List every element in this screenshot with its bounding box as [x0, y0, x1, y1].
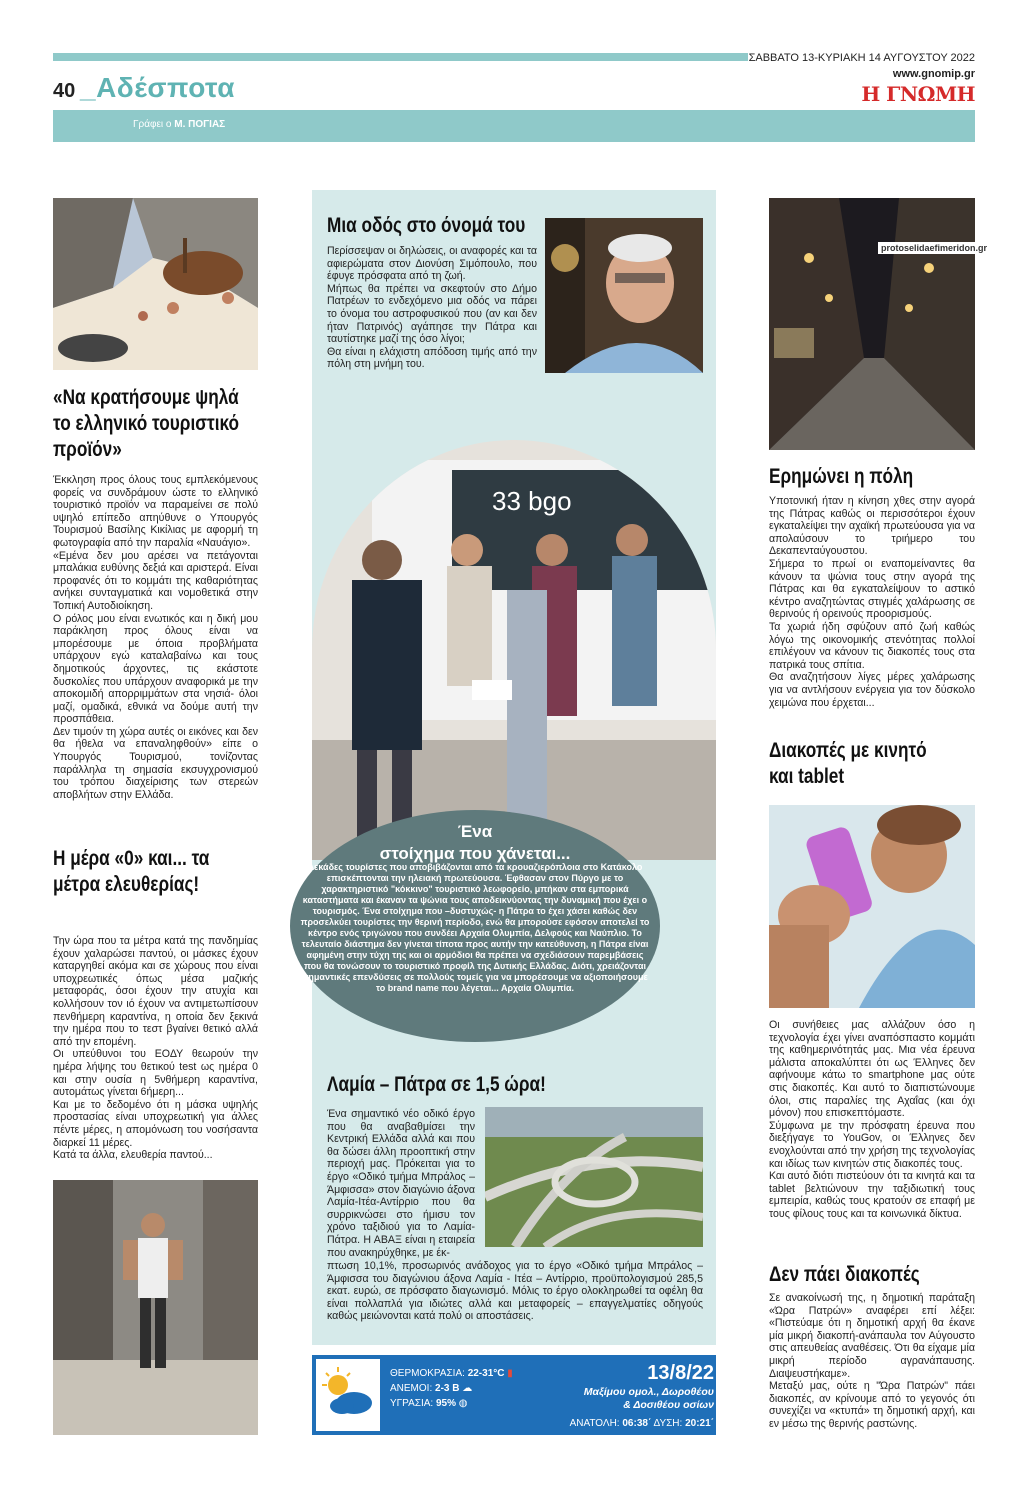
- tourists-bus-photo: [312, 440, 716, 860]
- cloud-icon: ☁: [462, 1383, 473, 1394]
- sunrise-label: ΑΝΑΤΟΛΗ:: [569, 1418, 620, 1429]
- sun-times: [570, 1418, 714, 1429]
- sunrise-value: 06:38΄: [622, 1418, 652, 1429]
- highway-interchange-photo: [485, 1107, 703, 1247]
- weather-details: [390, 1366, 513, 1411]
- wind-row: [390, 1381, 513, 1396]
- wind-label: ΑΝΕΜΟΙ:: [390, 1383, 433, 1394]
- sun-cloud-icon: [316, 1359, 380, 1431]
- author-name: Μ. ΠΟΓΙΑΣ: [174, 119, 226, 130]
- saints-of-day: [584, 1386, 714, 1412]
- oval-title-line1: Ένα: [457, 822, 493, 841]
- humidity-icon: ◍: [458, 1398, 468, 1409]
- site-url[interactable]: www.gnomip.gr: [892, 68, 975, 80]
- empty-street-night-photo: [769, 198, 975, 450]
- author-bar: [53, 110, 975, 142]
- section-title: _Αδέσποτα: [80, 72, 235, 103]
- wind-value: 2-3 Β: [435, 1383, 460, 1394]
- saints-line2: & Δοσιθέου οσίων: [623, 1399, 714, 1411]
- right-article1-title: Ερημώνει η πόλη: [769, 465, 914, 488]
- left-article2-title: Η μέρα «0» και... τα μέτρα ελευθερίας!: [53, 847, 210, 896]
- oval-title-line2: στοίχημα που χάνεται...: [379, 844, 571, 863]
- humidity-row: [390, 1396, 513, 1411]
- right-article2-title: Διακοπές με κινητό και tablet: [769, 739, 927, 788]
- left-article1-body: Έκκληση προς όλους τους εμπλεκόμενους φορείς να συνδράμουν ώστε το ελληνικό τουριστικό προϊόν να παραμείνει σε πολύ υψηλό επίπεδο απηύθυνε ο Υπουργός Τουρισμού Βασίλης Κικίλιας με αφορμή τη φωτογραφία από την παραλία «Ναυάγιο». «Εμένα δεν μου αρέσει να πετάγονται μπαλάκια ευθύνης δεξιά και αριστερά. Είναι προφανές ότι το κομμάτι της καθαριότητας ανήκει συνταγματικά και νομοθετικά στην Τοπική Αυτοδιοίκηση. Ο ρόλος μου είναι ενωτικός και η δική μου παράκληση προς όλους είναι να μπορέσουμε με όποια προβλήματα υπάρχουν εγώ καταλαβαίνω και τους δημοτικούς άρχοντες, τις εκάστοτε δυσκολίες που υπάρχουν αναφορικά με την αποκομιδή απορριμμάτων στα νησιά- όλοι μαζί, ομαδικά, εθνικά να δούμε αυτή την προσπάθεια. Δεν τιμούν τη χώρα αυτές οι εικόνες και δεν θα ήθελα να επαναληφθούν» είπε ο Υπουργός Τουρισμού, τονίζοντας παράλληλα τη σημασία εκσυγχρονισμού του τρόπου διαχείρισης των στερεών αποβλήτων στην Ελλάδα.: [53, 474, 258, 801]
- temperature-row: [390, 1366, 513, 1381]
- center-article1-body: Περίσσεψαν οι δηλώσεις, οι αναφορές και τα αφιερώματα στον Διονύση Σιμόπουλο, που έφυγε πρόσφατα από τη ζωή. Μήπως θα πρέπει να σκεφτούν στο Δήμο Πατρέων το ενδεχόμενο μια οδός να πάρει το όνομα του αστροφυσικού που (αν και δεν ήταν Πατρινός) αγάπησε την Πάτρα και ταυτίστηκε μαζί της όσο λίγοι; Θα είναι η ελάχιστη απόδοση τιμής από την πόλη στη μνήμη του.: [327, 245, 537, 371]
- weather-icon-panel: [316, 1359, 380, 1431]
- issue-date: ΣΑΒΒΑΤΟ 13-ΚΥΡΙΑΚΗ 14 ΑΥΓΟΥΣΤΟΥ 2022: [748, 52, 975, 64]
- saints-line1: Μαξίμου ομολ., Δωροθέου: [583, 1386, 714, 1398]
- right-article3-title: Δεν πάει διακοπές: [769, 1263, 920, 1286]
- svg-text:33 bgo: 33 bgo: [492, 486, 572, 516]
- shipwreck-beach-photo: [53, 198, 258, 370]
- humidity-label: ΥΓΡΑΣΙΑ:: [390, 1398, 434, 1409]
- center-article2-body-wrap: Ένα σημαντικό νέο οδικό έργο που θα αναβαθμίσει την Κεντρική Ελλάδα αλλά και που θα δώσει άλλη προοπτική στην περιοχή μας. Πρόκειται για το έργο «Οδικό τμήμα Μπράλος –Άμφισσα» στον διαγώνιο άξονα Λαμία-Ιτέα-Αντίρριο που θα συρρικνώσει στο ήμισυ τον χρόνο ταξιδιού για το Λαμία-Πάτρα. Η ΑΒΑΞ είναι η εταιρεία που ανακηρύχθηκε, με έκ-: [327, 1108, 475, 1259]
- left-article2-body: Την ώρα που τα μέτρα κατά της πανδημίας έχουν χαλαρώσει παντού, οι μάσκες έχουν καταργηθεί ακόμα και σε χώρους που είναι υποχρεωτικές όπως μέσα μαζικής μεταφοράς, όσοι έχουν την ατυχία και κολλήσουν τον ιό έχουν να αντιμετωπίσουν πενθήμερη καραντίνα, η οποία δεν ξεκινά την ημέρα που το τεστ βγαίνει θετικό αλλά από την επομένη. Οι υπεύθυνοι του ΕΟΔΥ θεωρούν την ημέρα λήψης του θετικού test ως ημέρα 0 και στην ουσία η 5νθήμερη καραντίνα, αυτομάτως γίνεται 6ήμερη... Και με το δεδομένο ότι η μάσκα υψηλής προστασίας είναι υποχρεωτική για άλλες πέντε μέρες, η απομόνωση του νοσήσαντα διαρκεί 11 μέρες. Κατά τα άλλα, ελευθερία παντού...: [53, 935, 258, 1162]
- author-prefix: Γράφει ο: [133, 119, 172, 130]
- page-number: 40: [53, 80, 76, 102]
- center-article2-title: Λαμία – Πάτρα σε 1,5 ώρα!: [327, 1073, 546, 1096]
- selfie-phone-photo: [769, 805, 975, 1008]
- street-walker-photo: [53, 1180, 258, 1435]
- temperature-value: 22-31°C: [467, 1368, 505, 1379]
- right-article2-body: Οι συνήθειες μας αλλάζουν όσο η τεχνολογία έχει γίνει αναπόσπαστο κομμάτι της καθημερινότητάς μας. Μια νέα έρευνα μάλιστα αποκαλύπτει ότι ως Έλληνες δεν αφήνουμε κάτω το smartphone μας ούτε στις διακοπές. Και αυτό το διαπιστώνουμε όλοι, στις παραλίες της Αχαΐας (και όχι μόνον) που επισκεπτόμαστε. Σύμφωνα με την πρόσφατη έρευνα που διεξήγαγε το YouGov, οι Έλληνες δεν ενοχλούνται από την χρήση της τεχνολογίας και ιδίως των κινητών στις διακοπές τους. Και αυτό διότι πιστεύουν ότι τα κινητά και τα tablet βελτιώνουν την ταξιδιωτική τους εμπειρία, καθώς τους κρατούν σε επαφή με τους φίλους τους και τα κοινωνικά δίκτυα.: [769, 1019, 975, 1220]
- watermark-label: protoselidaefimeridon.gr: [878, 242, 990, 254]
- portrait-photo: [545, 218, 703, 373]
- sunset-value: 20:21΄: [685, 1418, 714, 1429]
- center-article1-title: Μια οδός στο όνομά του: [327, 214, 526, 237]
- humidity-value: 95%: [435, 1398, 456, 1409]
- temperature-label: ΘΕΡΜΟΚΡΑΣΙΑ:: [390, 1368, 465, 1379]
- sunset-label: ΔΥΣΗ:: [653, 1418, 683, 1429]
- center-article2-body-full: πτωση 10,1%, προσωρινός ανάδοχος για το έργο «Οδικό τμήμα Μπράλος –Άμφισσα του διαγώνιου άξονα Λαμία - Ιτέα – Αντίρριο, προϋπολογισμού 285,5 εκατ. ευρώ, σε πρόσφατο διαγωνισμό. Μόλις το έργο ολοκληρωθεί τα οφέλη θα είναι πολλαπλά για ιδιώτες αλλά και μεταφορείς – επαγγελματίες οδηγούς καθώς μειώνονται κατά πολύ οι αποστάσεις.: [327, 1260, 703, 1323]
- top-accent-bar: [53, 53, 748, 61]
- right-article1-body: Υποτονική ήταν η κίνηση χθες στην αγορά της Πάτρας καθώς οι περισσότεροι έχουν εγκαταλείψει την αχαϊκή πρωτεύουσα για να απολαύσουν το τριήμερο του Δεκαπενταύγουστου. Σήμερα το πρωί οι εναπομείναντες θα κάνουν τα ψώνια τους στην αγορά της Πάτρας και θα εγκαταλείψουν το αστικό κέντρο αναζητώντας στιγμές χαλάρωσης σε θερινούς ή ορεινούς προορισμούς. Τα χωριά ήδη σφύζουν από ζωή καθώς λόγω της οικονομικής στενότητας πολλοί επιλέγουν να κάνουν τις διακοπές τους στα πατρικά τους σπίτια. Θα αναζητήσουν λίγες μέρες χαλάρωσης για να αντλήσουν ενέργεια για τον δύσκολο χειμώνα που έρχεται...: [769, 495, 975, 709]
- oval-body: Δεκάδες τουρίστες που αποβιβάζονται από τα κρουαζιερόπλοια στο Κατάκολο επισκέπτονται την ηλειακή πρωτεύουσα. Έφθασαν στον Πύργο με το χαρακτηριστικό "κόκκινο" τουριστικό λεωφορείο, μπήκαν στα εμπορικά καταστήματα και έκαναν τα ψώνια τους αποδεικνύοντας την δυναμική που έχει ο τουρισμός. Ένα στοίχημα που –δυστυχώς- η Πάτρα το έχει χάσει καθώς δεν προσελκύει τουρίστες την θερινή περίοδο, ενώ θα μπορούσε εφόσον αποτελεί το κέντρο ενός τριγώνου που συνδέει Αρχαία Ολυμπία, Δελφούς και Ναύπλιο. Το τελευταίο διάστημα δεν γίνεται τίποτα προς αυτήν την κατεύθυνση, η Πάτρα είναι αφημένη στην τύχη της και οι αρμόδιοι θα πρέπει να σχεδιάσουν παρεμβάσεις που θα τονώσουν το τουριστικό προφίλ της Δυτικής Ελλάδας. Διότι, χρειάζονται σημαντικές επενδύσεις σε πολλούς τομείς για να μπορέσουμε να αξιοποιήσουμε το brand name που λέγεται... Αρχαία Ολυμπία.: [300, 862, 650, 993]
- weather-date: 13/8/22: [647, 1362, 714, 1384]
- right-article3-body: Σε ανακοίνωσή της, η δημοτική παράταξη «Ώρα Πατρών» αναφέρει επί λέξει: «Πιστεύαμε ότι η δημοτική αρχή θα έκανε μία μικρή διακοπή-ανάπαυλα τον Αύγουστο στις απευθείας αναθέσεις. Ότι θα είχαμε μία μικρή περίοδο αγρανάπαυσης. Διαψευστήκαμε». Μεταξύ μας, ούτε η "Ώρα Πατρών" πάει διακοπές, αν κρίνουμε από το γεγονός ότι συνεχίζει να «κτυπά» τη δημοτική αρχή, και εν μέσω της θερινής ραστώνης.: [769, 1292, 975, 1430]
- left-article1-title: «Να κρατήσουμε ψηλά το ελληνικό τουριστικό προϊόν»: [53, 386, 240, 461]
- newspaper-logo: Η ΓΝΩΜΗ: [861, 82, 975, 106]
- thermometer-icon: ▮: [507, 1368, 513, 1379]
